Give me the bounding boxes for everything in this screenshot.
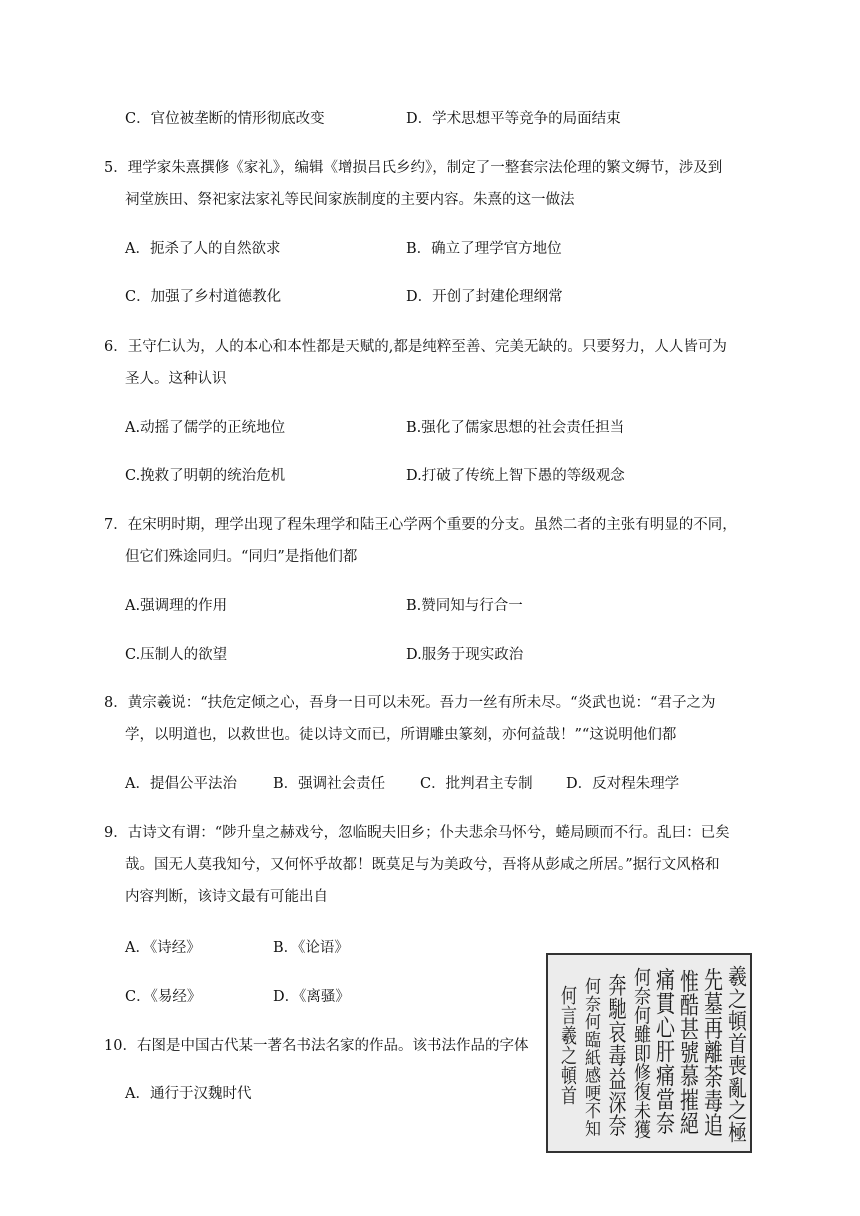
q6-option-d: D.打破了传统上智下愚的等级观念 xyxy=(406,468,625,484)
q9-option-d: D．《离骚》 xyxy=(273,989,350,1005)
q6-stem-line-1: 6．王守仁认为，人的本心和本性都是天赋的,都是纯粹至善、完美无缺的。只要努力，人人皆可为 xyxy=(104,339,727,355)
q5-stem-line-1: 5．理学家朱熹撰修《家礼》，编辑《增损吕氏乡约》，制定了一整套宗法伦理的繁文缛节，涉及到 xyxy=(104,160,723,176)
q8-option-c: C．批判君主专制 xyxy=(420,776,533,792)
q9-option-b: B．《论语》 xyxy=(273,940,349,956)
q8-option-a: A．提倡公平法治 xyxy=(125,776,237,792)
calligraphy-column: 何言羲之頓首 xyxy=(558,985,578,1081)
q7-option-d: D.服务于现实政治 xyxy=(406,647,524,663)
q9-option-c: C．《易经》 xyxy=(125,989,202,1005)
q5-stem-line-2: 祠堂族田、祭祀家法家礼等民间家族制度的主要内容。朱熹的这一做法 xyxy=(125,192,575,208)
q9-option-a: A．《诗经》 xyxy=(125,940,201,956)
q4-option-c: C．官位被垄断的情形彻底改变 xyxy=(125,111,325,127)
q5-option-d: D．开创了封建伦理纲常 xyxy=(406,289,563,305)
q8-stem-line-2: 学，以明道也，以救世也。徒以诗文而已，所谓雕虫篆刻，亦何益哉！”“这说明他们都 xyxy=(125,727,677,743)
calligraphy-column: 何奈何雖即修復未獲 xyxy=(630,967,650,1120)
calligraphy-artwork xyxy=(548,955,750,1151)
q6-stem-line-2: 圣人。这种认识 xyxy=(125,371,227,387)
q10-option-a: A．通行于汉魏时代 xyxy=(125,1086,252,1102)
calligraphy-column: 先墓再離荼毒追 xyxy=(701,967,723,1100)
q4-option-d: D．学术思想平等竞争的局面结束 xyxy=(406,111,621,127)
calligraphy-column: 惟酷甚號慕摧絕 xyxy=(677,969,699,1102)
q9-stem-line-1: 9．古诗文有谓：“陟升皇之赫戏兮，忽临睨夫旧乡；仆夫悲余马怀兮，蜷局顾而不行。乱曰：已矣 xyxy=(104,825,730,841)
q9-stem-line-3: 内容判断，该诗文最有可能出自 xyxy=(125,889,328,905)
q10-stem-line-1: 10．右图是中国古代某一著名书法名家的作品。该书法作品的字体 xyxy=(104,1038,529,1054)
q8-option-b: B．强调社会责任 xyxy=(273,776,386,792)
q8-stem-line-1: 8．黄宗羲说：“扶危定倾之心，吾身一日可以未死。吾力一丝有所未尽。“炎武也说：“君子之为 xyxy=(104,695,716,711)
q6-option-b: B.强化了儒家思想的社会责任担当 xyxy=(406,420,625,436)
q8-option-d: D．反对程朱理学 xyxy=(566,776,680,792)
q7-option-a: A.强调理的作用 xyxy=(125,598,228,614)
q6-option-c: C.挽救了明朝的统治危机 xyxy=(125,468,286,484)
q7-option-c: C.压制人的欲望 xyxy=(125,647,228,663)
calligraphy-column: 痛貫心肝痛當奈 xyxy=(653,967,675,1100)
q7-option-b: B.赞同知与行合一 xyxy=(406,598,523,614)
calligraphy-column: 何奈何臨紙感哽不知 xyxy=(582,977,602,1121)
calligraphy-column: 奔馳哀毒益深奈 xyxy=(605,973,627,1099)
q5-option-c: C．加强了乡村道德教化 xyxy=(125,289,282,305)
q9-stem-line-2: 哉。国无人莫我知兮，又何怀乎故都！既莫足与为美政兮，吾将从彭咸之所居。”据行文风格和 xyxy=(125,857,720,873)
q5-option-a: A．扼杀了人的自然欲求 xyxy=(125,241,281,257)
q6-option-a: A.动摇了儒学的正统地位 xyxy=(125,420,286,436)
calligraphy-image xyxy=(546,953,752,1153)
q5-option-b: B．确立了理学官方地位 xyxy=(406,241,562,257)
q7-stem-line-1: 7．在宋明时期，理学出现了程朱理学和陆王心学两个重要的分支。虽然二者的主张有明显的不同， xyxy=(104,517,737,533)
q7-stem-line-2: 但它们殊途同归。“同归”是指他们都 xyxy=(125,549,358,565)
calligraphy-column: 羲之頓首喪亂之極 xyxy=(725,965,747,1117)
